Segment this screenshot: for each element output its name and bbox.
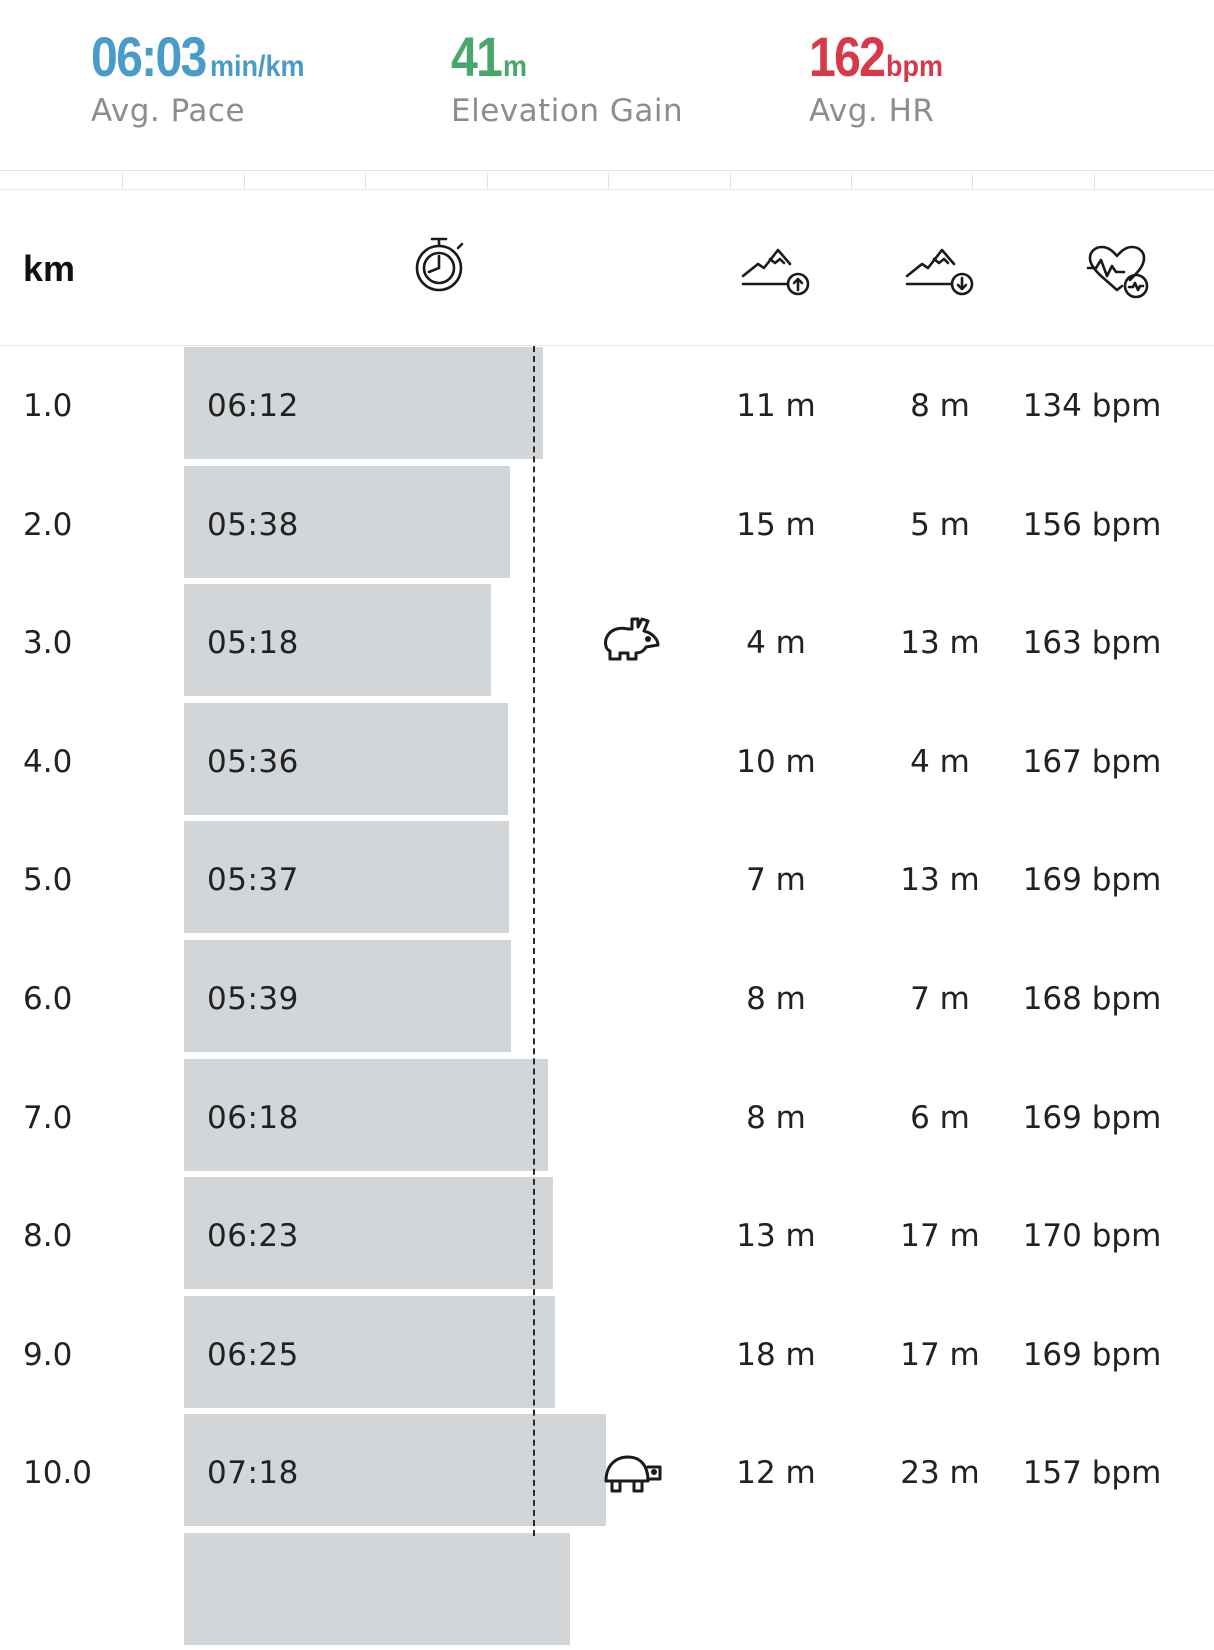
split-ascent: 12 m xyxy=(736,1455,816,1492)
ruler-tick xyxy=(1094,173,1095,189)
split-descent: 17 m xyxy=(900,1218,980,1255)
split-km: 1.0 xyxy=(23,388,73,424)
avg-pace-unit: min/km xyxy=(210,50,305,83)
split-descent: 4 m xyxy=(910,743,970,780)
split-hr: 169 bpm xyxy=(1022,862,1162,899)
ruler-tick xyxy=(972,173,973,189)
km-column-header: km xyxy=(23,248,76,289)
split-pace: 06:23 xyxy=(207,1218,299,1255)
split-row[interactable] xyxy=(0,583,1214,701)
ruler-tick xyxy=(851,173,852,189)
ruler-tick xyxy=(244,173,245,189)
summary-header xyxy=(0,0,1214,171)
split-descent: 8 m xyxy=(910,388,970,424)
split-km: 2.0 xyxy=(23,506,73,543)
split-km: 8.0 xyxy=(23,1218,73,1255)
ruler-tick xyxy=(730,173,731,189)
avg-hr-value: 162 xyxy=(809,25,885,88)
split-hr: 170 bpm xyxy=(1022,1218,1162,1255)
avg-hr-unit: bpm xyxy=(886,50,944,83)
split-km: 9.0 xyxy=(23,1336,73,1373)
split-descent: 13 m xyxy=(900,862,980,899)
elevation-gain-stat xyxy=(451,24,683,129)
split-km: 5.0 xyxy=(23,862,73,899)
split-hr: 168 bpm xyxy=(1022,981,1162,1017)
split-ascent: 13 m xyxy=(736,1218,816,1255)
elevation-gain-value: 41 xyxy=(451,25,502,88)
split-pace: 06:18 xyxy=(207,1099,299,1136)
split-hr: 156 bpm xyxy=(1022,506,1162,543)
split-hr: 157 bpm xyxy=(1022,1455,1162,1492)
avg-hr-stat xyxy=(809,24,950,129)
split-row[interactable] xyxy=(0,702,1214,820)
split-pace: 05:37 xyxy=(207,862,299,899)
split-row[interactable] xyxy=(0,820,1214,938)
split-descent: 17 m xyxy=(900,1336,980,1373)
splits-list xyxy=(0,346,1214,1536)
split-row[interactable] xyxy=(0,1413,1214,1531)
ruler-tick xyxy=(608,173,609,189)
split-km: 6.0 xyxy=(23,981,73,1017)
avg-pace-stat xyxy=(91,24,315,129)
split-row[interactable] xyxy=(0,1058,1214,1176)
elevation-gain-label: Elevation Gain xyxy=(451,93,684,129)
split-hr: 169 bpm xyxy=(1022,1099,1162,1136)
split-descent: 7 m xyxy=(910,981,970,1017)
split-km: 4.0 xyxy=(23,743,73,780)
splits-table-header xyxy=(0,190,1214,346)
split-row[interactable] xyxy=(0,465,1214,583)
ruler-tick xyxy=(487,173,488,189)
split-row[interactable] xyxy=(0,1176,1214,1294)
ruler-tick xyxy=(365,173,366,189)
split-ascent: 15 m xyxy=(736,506,816,543)
split-ascent: 7 m xyxy=(746,862,806,899)
split-row-partial[interactable] xyxy=(0,1532,1214,1650)
split-ascent: 11 m xyxy=(736,388,816,424)
turtle-icon xyxy=(602,1453,664,1501)
split-hr: 134 bpm xyxy=(1022,388,1162,424)
avg-pace-marker-line xyxy=(533,346,535,1536)
split-km: 10.0 xyxy=(23,1455,93,1492)
stopwatch-icon xyxy=(410,234,470,296)
split-pace: 06:25 xyxy=(207,1336,299,1373)
split-row[interactable] xyxy=(0,1295,1214,1413)
split-ascent: 8 m xyxy=(746,1099,806,1136)
avg-hr-label: Avg. HR xyxy=(809,93,935,129)
split-descent: 6 m xyxy=(910,1099,970,1136)
split-hr: 169 bpm xyxy=(1022,1336,1162,1373)
split-descent: 13 m xyxy=(900,625,980,662)
split-pace: 05:18 xyxy=(207,625,299,662)
split-ascent: 10 m xyxy=(736,743,816,780)
split-km: 7.0 xyxy=(23,1099,73,1136)
split-ascent: 4 m xyxy=(746,625,806,662)
pace-bar xyxy=(184,1533,570,1645)
split-ascent: 18 m xyxy=(736,1336,816,1373)
mountain-descent-icon xyxy=(904,246,978,298)
ruler-strip xyxy=(0,171,1214,190)
split-row[interactable] xyxy=(0,939,1214,1057)
split-pace: 06:12 xyxy=(207,388,299,424)
split-hr: 163 bpm xyxy=(1022,625,1162,662)
split-ascent: 8 m xyxy=(746,981,806,1017)
avg-pace-label: Avg. Pace xyxy=(91,93,246,129)
split-km: 3.0 xyxy=(23,625,73,662)
split-pace: 07:18 xyxy=(207,1455,299,1492)
split-row[interactable] xyxy=(0,346,1214,464)
heart-rate-icon xyxy=(1086,244,1152,300)
ruler-tick xyxy=(122,173,123,189)
split-pace: 05:38 xyxy=(207,506,299,543)
split-descent: 23 m xyxy=(900,1455,980,1492)
split-pace: 05:39 xyxy=(207,981,299,1017)
avg-pace-value: 06:03 xyxy=(91,25,206,88)
mountain-ascent-icon xyxy=(740,246,814,298)
rabbit-icon xyxy=(602,613,664,669)
split-pace: 05:36 xyxy=(207,743,299,780)
elevation-gain-unit: m xyxy=(503,50,528,83)
split-descent: 5 m xyxy=(910,506,970,543)
split-hr: 167 bpm xyxy=(1022,743,1162,780)
